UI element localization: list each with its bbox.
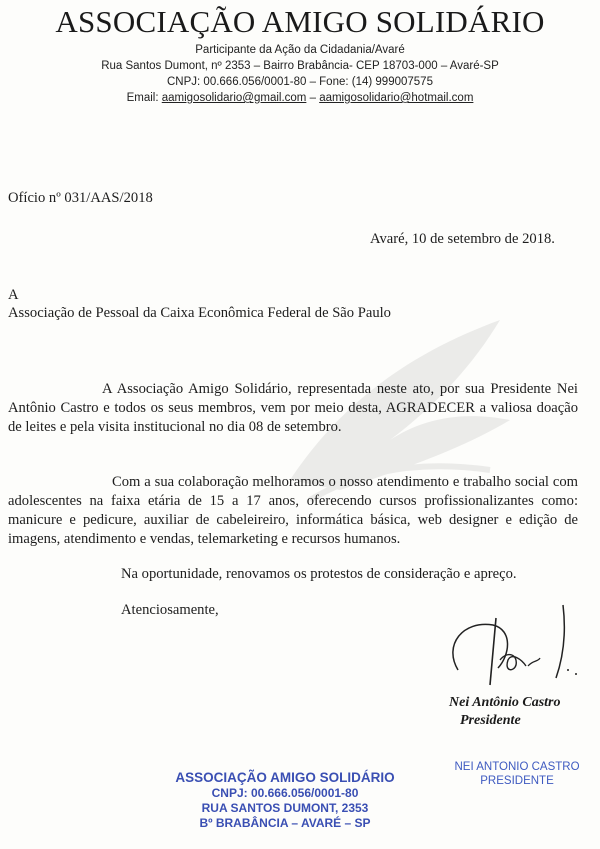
org-stamp-name: ASSOCIAÇÃO AMIGO SOLIDÁRIO (175, 770, 395, 785)
header-address: Rua Santos Dumont, nº 2353 – Bairro Brabância- CEP 18703-000 – Avaré-SP (101, 60, 499, 72)
signatory-name: Nei Antônio Castro (449, 695, 561, 710)
org-stamp (170, 770, 400, 831)
email-link-hotmail[interactable]: aamigosolidario@hotmail.com (319, 92, 474, 104)
header-affiliation: Participante da Ação da Cidadania/Avaré (195, 44, 405, 56)
paragraph-closing-remark: Na oportunidade, renovamos os protestos de consideração e apreço. (121, 566, 517, 582)
email-link-gmail[interactable]: aamigosolidario@gmail.com (161, 92, 307, 104)
org-stamp-cnpj: CNPJ: 00.666.056/0001-80 (211, 786, 359, 800)
email-label: Email: (126, 92, 159, 104)
closing-salutation: Atenciosamente, (121, 602, 219, 618)
header-cnpj-phone: CNPJ: 00.666.056/0001-80 – Fone: (14) 999007575 (167, 76, 433, 88)
header-email-line (0, 92, 600, 104)
email-separator: – (309, 92, 316, 104)
letter-date: Avaré, 10 de setembro de 2018. (370, 231, 555, 247)
office-number: Ofício nº 031/AAS/2018 (8, 190, 153, 206)
org-name: ASSOCIAÇÃO AMIGO SOLIDÁRIO (55, 4, 545, 39)
org-stamp-district: Bº BRABÂNCIA – AVARÉ – SP (199, 816, 371, 830)
org-stamp-address: RUA SANTOS DUMONT, 2353 (201, 801, 369, 815)
paragraph-collaboration: Com a sua colaboração melhoramos o nosso atendimento e trabalho social com adolescentes na faixa etária de 15 a 17 anos, oferecendo cursos profissionalizantes como: manicure e pedicure, auxiliar de cabeleireiro, informática básica, web designer e edição de imagens, atendimento e vendas, telemarketing e recursos humanos. (8, 474, 578, 547)
signatory-title: Presidente (460, 713, 521, 728)
recipient-prefix: A (8, 287, 19, 303)
paragraph-thanks: A Associação Amigo Solidário, representada neste ato, por sua Presidente Nei Antônio Castro e todos os seus membros, vem por meio desta, AGRADECER a valiosa doação de leites e pela visita institucional no dia 08 de setembro. (8, 381, 578, 435)
president-stamp-name: NEI ANTONIO CASTRO (454, 761, 580, 773)
president-stamp-title: PRESIDENTE (480, 775, 554, 787)
president-stamp (432, 760, 600, 788)
handwritten-signature (438, 600, 588, 695)
recipient-name: Associação de Pessoal da Caixa Econômica Federal de São Paulo (8, 305, 391, 321)
